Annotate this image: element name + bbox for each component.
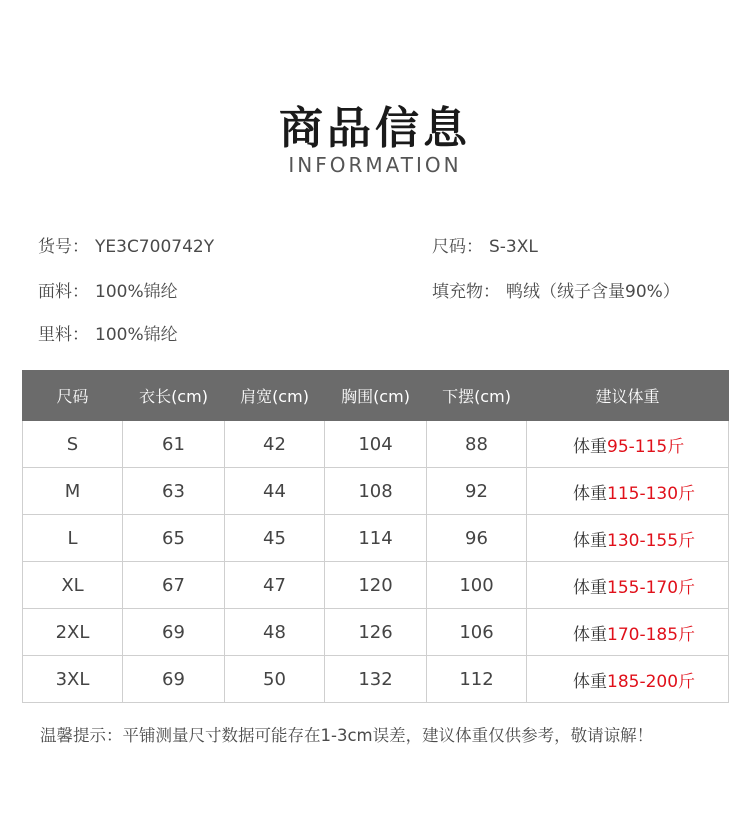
fabric-label: 面料：	[38, 282, 89, 302]
cell-size: XL	[23, 562, 123, 609]
cell-chest: 104	[325, 421, 427, 468]
lining-label: 里料：	[38, 325, 89, 345]
cell-length: 61	[123, 421, 225, 468]
cell-size: S	[23, 421, 123, 468]
header-shoulder: 肩宽(cm)	[225, 371, 325, 421]
header-size: 尺码	[23, 371, 123, 421]
size-value: S-3XL	[489, 237, 538, 257]
cell-shoulder: 44	[225, 468, 325, 515]
weight-range: 95-115斤	[607, 436, 685, 457]
cell-length: 67	[123, 562, 225, 609]
page-title: 商品信息	[279, 103, 471, 154]
cell-weight	[527, 468, 729, 515]
table-row	[23, 468, 729, 515]
weight-label: 体重	[573, 577, 607, 598]
cell-length: 69	[123, 609, 225, 656]
lining-value: 100%锦纶	[95, 325, 178, 345]
weight-range: 130-155斤	[607, 530, 696, 551]
cell-chest: 114	[325, 515, 427, 562]
cell-chest: 132	[325, 656, 427, 703]
cell-length: 65	[123, 515, 225, 562]
cell-chest: 126	[325, 609, 427, 656]
cell-weight	[527, 562, 729, 609]
footnote-tip: 温馨提示：平铺测量尺寸数据可能存在1-3cm误差，建议体重仅供参考，敬请谅解！	[40, 726, 654, 745]
cell-hem: 112	[427, 656, 527, 703]
cell-size: 3XL	[23, 656, 123, 703]
cell-hem: 96	[427, 515, 527, 562]
header-weight: 建议体重	[527, 371, 729, 421]
size-label: 尺码：	[432, 237, 483, 257]
info-size	[432, 232, 538, 257]
cell-size: M	[23, 468, 123, 515]
weight-label: 体重	[573, 624, 607, 645]
weight-label: 体重	[573, 530, 607, 551]
page-subtitle: INFORMATION	[288, 153, 462, 177]
weight-range: 115-130斤	[607, 483, 696, 504]
cell-hem: 92	[427, 468, 527, 515]
cell-shoulder: 50	[225, 656, 325, 703]
info-filling	[432, 277, 680, 302]
table-row	[23, 562, 729, 609]
cell-weight	[527, 515, 729, 562]
cell-shoulder: 48	[225, 609, 325, 656]
filling-value: 鸭绒（绒子含量90%）	[506, 282, 680, 302]
weight-range: 170-185斤	[607, 624, 696, 645]
header-length: 衣长(cm)	[123, 371, 225, 421]
size-chart-table	[22, 370, 729, 703]
weight-label: 体重	[573, 671, 607, 692]
header-hem: 下摆(cm)	[427, 371, 527, 421]
info-item-no	[38, 232, 214, 257]
cell-chest: 108	[325, 468, 427, 515]
cell-size: L	[23, 515, 123, 562]
cell-shoulder: 47	[225, 562, 325, 609]
cell-length: 69	[123, 656, 225, 703]
table-row	[23, 656, 729, 703]
cell-hem: 106	[427, 609, 527, 656]
cell-weight	[527, 421, 729, 468]
fabric-value: 100%锦纶	[95, 282, 178, 302]
cell-hem: 88	[427, 421, 527, 468]
table-row	[23, 421, 729, 468]
cell-hem: 100	[427, 562, 527, 609]
cell-length: 63	[123, 468, 225, 515]
weight-range: 185-200斤	[607, 671, 696, 692]
item-no-label: 货号：	[38, 237, 89, 257]
info-lining	[38, 320, 178, 345]
filling-label: 填充物：	[432, 282, 500, 302]
cell-shoulder: 42	[225, 421, 325, 468]
weight-range: 155-170斤	[607, 577, 696, 598]
cell-chest: 120	[325, 562, 427, 609]
table-header-row	[23, 371, 729, 421]
cell-size: 2XL	[23, 609, 123, 656]
cell-shoulder: 45	[225, 515, 325, 562]
info-fabric	[38, 277, 178, 302]
cell-weight	[527, 609, 729, 656]
table-row	[23, 609, 729, 656]
header-chest: 胸围(cm)	[325, 371, 427, 421]
cell-weight	[527, 656, 729, 703]
weight-label: 体重	[573, 483, 607, 504]
weight-label: 体重	[573, 436, 607, 457]
item-no-value: YE3C700742Y	[95, 237, 215, 257]
table-row	[23, 515, 729, 562]
